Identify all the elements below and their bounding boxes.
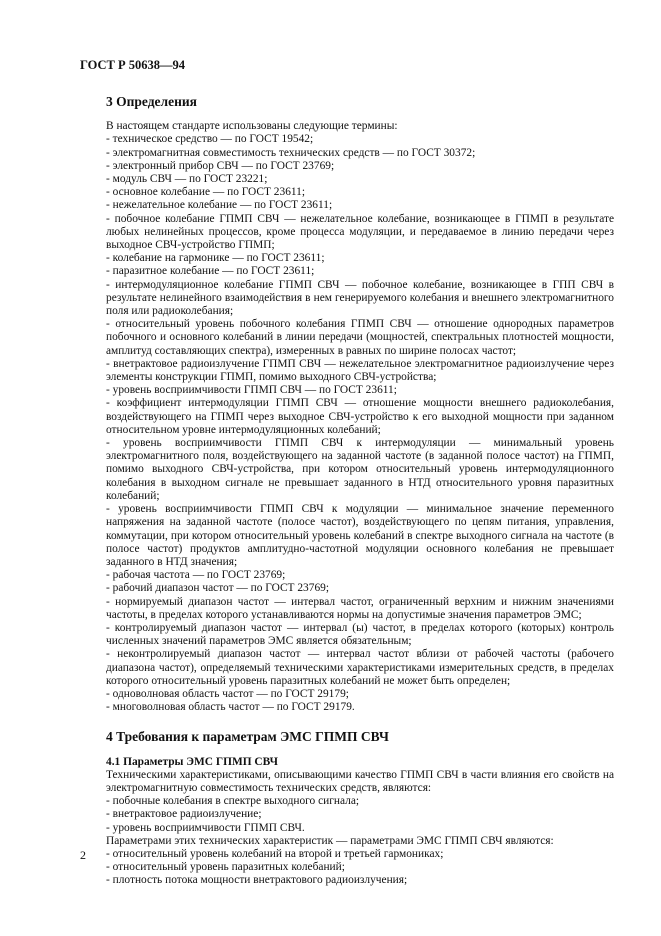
list-item: - контролируемый диапазон частот — интервал (ы) частот, в пределах которого (которых) контроль численных значений параметров ЭМС является обязательным; xyxy=(106,621,614,648)
list-item: - рабочая частота — по ГОСТ 23769; xyxy=(106,569,286,582)
list-item: - побочные колебания в спектре выходного сигнала; xyxy=(106,795,360,808)
section-3-intro: В настоящем стандарте использованы следующие термины: xyxy=(106,120,398,133)
list-item: - уровень восприимчивости ГПМП СВЧ — по ГОСТ 23611; xyxy=(106,384,397,397)
page-number: 2 xyxy=(80,848,86,862)
section-4-1-para-2: Параметрами этих технических характеристик — параметрами ЭМС ГПМП СВЧ являются: xyxy=(106,834,554,847)
section-3-title: 3 Определения xyxy=(106,94,197,109)
list-item: - уровень восприимчивости ГПМП СВЧ к интермодуляции — минимальный уровень электромагнитного поля, воздействующего на заданной частоте (в заданной полосе частот) на ГПМП, помимо выходного СВЧ-устройства, при котором относительный уровень интермодуляционного колебания в выходном сигнале не превышает заданного в НТД относительного уровня паразитных колебаний; xyxy=(106,437,614,502)
list-item: - электронный прибор СВЧ — по ГОСТ 23769; xyxy=(106,159,335,172)
list-item: - внетрактовое радиоизлучение; xyxy=(106,808,262,821)
list-item: - уровень восприимчивости ГПМП СВЧ. xyxy=(106,821,305,834)
list-item: - нежелательное колебание — по ГОСТ 23611; xyxy=(106,199,333,212)
section-3-term-list xyxy=(106,133,614,714)
list-item: - модуль СВЧ — по ГОСТ 23221; xyxy=(106,173,268,186)
document-body xyxy=(106,95,614,888)
section-4-1-list-1 xyxy=(106,795,614,835)
section-4-1-para-1: Техническими характеристиками, описывающими качество ГПМП СВЧ в части влияния его свойств на электромагнитную совместимость технических средств, являются: xyxy=(106,768,614,794)
list-item: - неконтролируемый диапазон частот — интервал частот вблизи от рабочей частоты (рабочего диапазона частот), определяемый техническими характеристиками измерительных средств, в пределах которого относительный уровень паразитных колебаний не может быть определен; xyxy=(106,648,614,687)
list-item: - относительный уровень побочного колебания ГПМП СВЧ — отношение однородных параметров побочного и основного колебаний в линии передачи (мощностей, спектральных плотностей мощности, амплитуд составляющих спектра), измеренных в равных по ширине полосах частот; xyxy=(106,318,614,357)
list-item: - рабочий диапазон частот — по ГОСТ 23769; xyxy=(106,582,330,595)
list-item: - электромагнитная совместимость технических средств — по ГОСТ 30372; xyxy=(106,146,476,159)
list-item: - техническое средство — по ГОСТ 19542; xyxy=(106,133,314,146)
list-item: - одноволновая область частот — по ГОСТ 29179; xyxy=(106,687,349,700)
list-item: - побочное колебание ГПМП СВЧ — нежелательное колебание, возникающее в ГПМП в результате любых нелинейных процессов, кроме процесса модуляции, и передаваемое в линию передачи через выходное СВЧ-устройство ГПМП; xyxy=(106,212,614,252)
list-item: - относительный уровень паразитных колебаний; xyxy=(106,861,345,874)
section-4-title: 4 Требования к параметрам ЭМС ГПМП СВЧ xyxy=(106,729,389,745)
list-item: - уровень восприимчивости ГПМП СВЧ к модуляции — минимальное значение переменного напряжения на заданной частоте (полосе частот), воздействующего по цепям питания, управления, коммутации, при котором относительный уровень колебаний в спектре выходного сигнала на частоте (в полосе частот) продуктов амплитудно-частотной модуляции основного колебания не превышает заданного в НТД значения; xyxy=(106,503,614,568)
list-item: - относительный уровень колебаний на второй и третьей гармониках; xyxy=(106,847,444,860)
list-item: - нормируемый диапазон частот — интервал частот, ограниченный верхним и нижним значениями частоты, в пределах которого устанавливаются нормы на допустимые значения параметров ЭМС; xyxy=(106,595,614,621)
section-4-1-list-2 xyxy=(106,848,614,888)
list-item: - внетрактовое радиоизлучение ГПМП СВЧ — нежелательное электромагнитное радиоизлучение через элементы конструкции ГПМП, помимо выходного СВЧ-устройства; xyxy=(106,357,614,384)
list-item: - коэффициент интермодуляции ГПМП СВЧ — отношение мощности внешнего радиоколебания, воздействующего на ГПМП через выходное СВЧ-устройство к его выходной мощности при заданном относительном уровне интермодуляционных колебаний; xyxy=(106,397,614,436)
section-4-1-title: 4.1 Параметры ЭМС ГПМП СВЧ xyxy=(106,755,279,768)
list-item: - колебание на гармонике — по ГОСТ 23611; xyxy=(106,252,325,265)
document-header: ГОСТ Р 50638—94 xyxy=(80,58,186,72)
list-item: - многоволновая область частот — по ГОСТ 29179. xyxy=(106,701,355,714)
list-item: - интермодуляционное колебание ГПМП СВЧ — побочное колебание, возникающее в ГПП СВЧ в результате нелинейного взаимодействия в нем генерируемого колебания и внешнего электромагнитного поля или радиоколебания; xyxy=(106,278,614,318)
list-item: - паразитное колебание — по ГОСТ 23611; xyxy=(106,265,315,278)
list-item: - плотность потока мощности внетрактового радиоизлучения; xyxy=(106,874,408,887)
list-item: - основное колебание — по ГОСТ 23611; xyxy=(106,186,306,199)
